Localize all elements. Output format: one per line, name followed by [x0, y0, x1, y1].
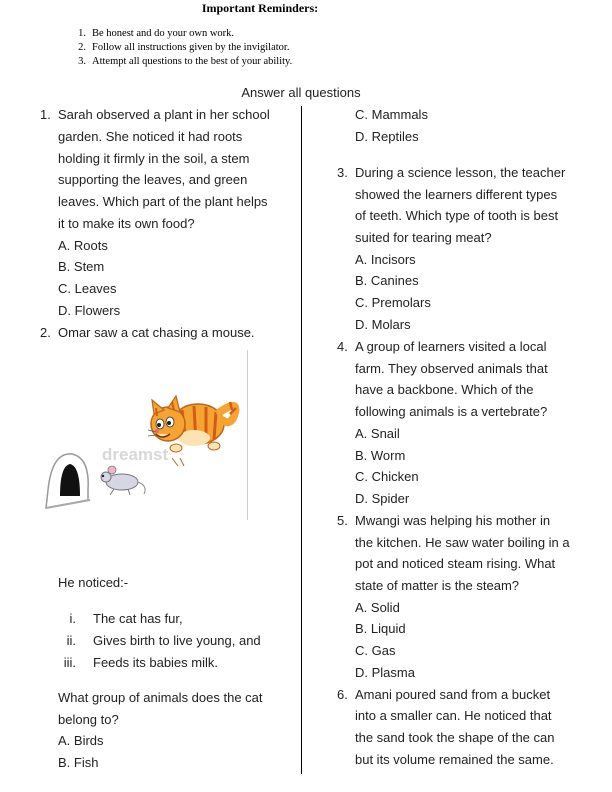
question-1-text: Sarah observed a plant in her school [58, 107, 270, 122]
question-2-option-b[interactable]: B. Fish [58, 755, 99, 770]
observation-text: Feeds its babies milk. [93, 655, 218, 670]
question-1-text: leaves. Which part of the plant helps [58, 194, 268, 209]
question-3-option-c[interactable]: C. Premolars [355, 295, 431, 310]
question-3-text: suited for tearing meat? [355, 230, 492, 245]
illustration-border [247, 350, 248, 520]
reminders-heading: Important Reminders: [201, 1, 319, 15]
question-3-option-b[interactable]: B. Canines [355, 273, 419, 288]
question-4-text: farm. They observed animals that [355, 361, 548, 376]
question-4-option-a[interactable]: A. Snail [355, 426, 400, 441]
question-5-text: pot and noticed steam rising. What [355, 556, 556, 571]
observation-text: The cat has fur, [93, 611, 183, 626]
right-column [302, 0, 612, 792]
left-column [0, 0, 300, 792]
question-5-option-c[interactable]: C. Gas [355, 643, 396, 658]
observation-number: iii. [63, 655, 76, 670]
question-5-text: the kitchen. He saw water boiling in a [355, 535, 570, 550]
question-2-stem: Omar saw a cat chasing a mouse. [58, 325, 255, 340]
question-3-number: 3. [337, 165, 348, 180]
question-1-text: garden. She noticed it had roots [58, 129, 243, 144]
question-1-option-d[interactable]: D. Flowers [58, 303, 121, 318]
question-2-question: belong to? [58, 712, 119, 727]
question-2-question: What group of animals does the cat [58, 690, 263, 705]
question-3-text: During a science lesson, the teacher [355, 165, 566, 180]
question-4-number: 4. [337, 339, 348, 354]
question-1-text: it to make its own food? [58, 216, 195, 231]
question-3-option-d[interactable]: D. Molars [355, 317, 411, 332]
question-4-text: have a backbone. Which of the [355, 382, 534, 397]
watermark-text: dreamst [102, 445, 169, 464]
question-1-option-b[interactable]: B. Stem [58, 259, 105, 274]
question-5-text: state of matter is the steam? [355, 578, 520, 593]
cat-chasing-mouse-illustration [44, 350, 250, 520]
observation-number: i. [69, 611, 76, 626]
question-1-option-a[interactable]: A. Roots [58, 238, 108, 253]
question-6-text: the sand took the shape of the can [355, 730, 555, 745]
reminder-text: Follow all instructions given by the invigilator. [92, 42, 290, 53]
question-1-text: supporting the leaves, and green [58, 172, 248, 187]
question-6-text: into a smaller can. He noticed that [355, 708, 552, 723]
observation-number: ii. [66, 633, 76, 648]
question-4-text: A group of learners visited a local [355, 339, 547, 354]
question-1-option-c[interactable]: C. Leaves [58, 281, 117, 296]
question-1-number: 1. [40, 107, 51, 122]
cat-mouse-picture [44, 350, 250, 520]
question-3-text: showed the learners different types [355, 187, 558, 202]
question-4-option-b[interactable]: B. Worm [355, 448, 406, 463]
reminder-text: Attempt all questions to the best of your ability. [92, 56, 293, 67]
question-5-text: Mwangi was helping his mother in [355, 513, 551, 528]
question-6-text: but its volume remained the same. [355, 752, 554, 767]
reminder-number: 1. [78, 28, 86, 39]
question-4-option-c[interactable]: C. Chicken [355, 469, 419, 484]
question-4-text: following animals is a vertebrate? [355, 404, 548, 419]
question-4-option-d[interactable]: D. Spider [355, 491, 410, 506]
question-6-text: Amani poured sand from a bucket [355, 687, 551, 702]
question-5-option-b[interactable]: B. Liquid [355, 621, 406, 636]
question-5-option-a[interactable]: A. Solid [355, 600, 400, 615]
question-2-option-d[interactable]: D. Reptiles [355, 129, 419, 144]
section-instruction: Answer all questions [241, 85, 361, 100]
question-2-option-c[interactable]: C. Mammals [355, 107, 428, 122]
question-6-number: 6. [337, 687, 348, 702]
reminder-text: Be honest and do your own work. [92, 28, 235, 39]
reminder-number: 3. [78, 56, 86, 67]
question-3-option-a[interactable]: A. Incisors [355, 252, 416, 267]
question-3-text: of teeth. Which type of tooth is best [355, 208, 559, 223]
observation-text: Gives birth to live young, and [93, 633, 261, 648]
question-2-option-a[interactable]: A. Birds [58, 733, 104, 748]
reminder-number: 2. [78, 42, 86, 53]
question-1-text: holding it firmly in the soil, a stem [58, 151, 250, 166]
question-5-number: 5. [337, 513, 348, 528]
question-2-number: 2. [40, 325, 51, 340]
question-2-noticed-label: He noticed:- [58, 575, 129, 590]
question-5-option-d[interactable]: D. Plasma [355, 665, 415, 680]
